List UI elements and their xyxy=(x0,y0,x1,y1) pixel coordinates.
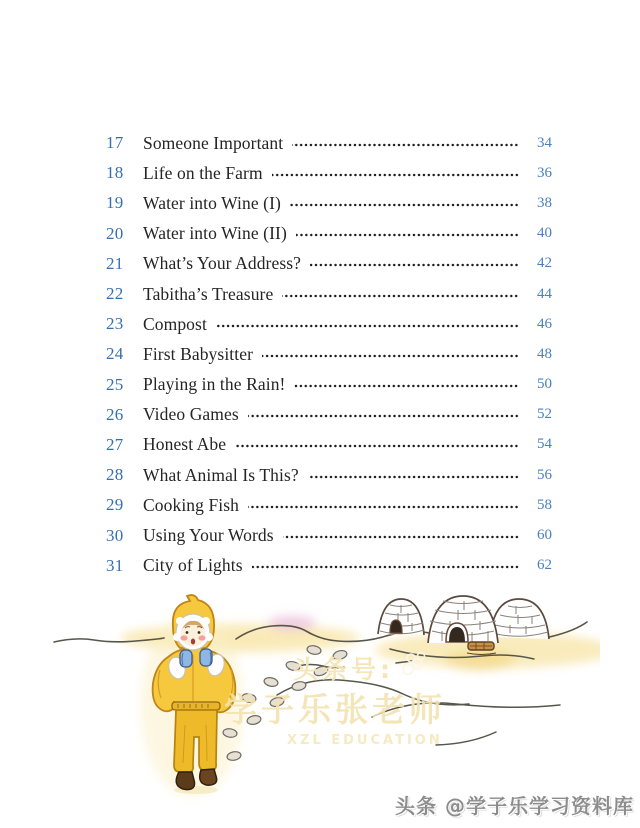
dot-leader-icon xyxy=(292,139,519,151)
toc-entry-title: Video Games xyxy=(143,404,239,425)
toc-entry-number: 25 xyxy=(106,374,124,394)
dot-leader-icon xyxy=(282,290,519,302)
toc-entry-page: 58 xyxy=(537,496,552,513)
dot-leader-icon xyxy=(248,501,519,513)
toc-entry-number: 17 xyxy=(106,133,124,153)
toc-row xyxy=(106,460,552,490)
toc-entry-page: 36 xyxy=(537,164,552,181)
toc-entry-number: 24 xyxy=(106,344,124,364)
toc-row xyxy=(106,339,552,369)
toc-entry-number: 28 xyxy=(106,465,124,485)
toc-entry-page: 42 xyxy=(537,255,552,272)
toc-entry-page: 46 xyxy=(537,315,552,332)
toc-entry-number: 23 xyxy=(106,314,124,334)
dot-leader-icon xyxy=(294,380,519,392)
toc-row xyxy=(106,370,552,400)
toc-entry-title: First Babysitter xyxy=(143,343,254,364)
dot-leader-icon xyxy=(262,350,519,362)
dot-leader-icon xyxy=(310,259,519,271)
toc-entry-number: 22 xyxy=(106,284,124,304)
toc-row xyxy=(106,279,552,309)
toc-entry-number: 31 xyxy=(106,555,124,575)
dot-leader-icon xyxy=(272,169,519,181)
toc-row xyxy=(106,219,552,249)
toc-entry-number: 26 xyxy=(106,404,124,424)
toc-entry-title: Life on the Farm xyxy=(143,162,263,183)
toc-entry-page: 48 xyxy=(537,345,552,362)
igloo-middle xyxy=(428,596,498,643)
toc-row xyxy=(106,249,552,279)
toc-entry-page: 50 xyxy=(537,376,552,393)
dot-leader-icon xyxy=(290,199,519,211)
dot-leader-icon xyxy=(235,440,519,452)
dot-leader-icon xyxy=(216,320,519,332)
toc-list xyxy=(106,128,552,581)
toc-entry-number: 27 xyxy=(106,434,124,454)
toc-entry-title: Using Your Words xyxy=(143,525,274,546)
toc-entry-number: 30 xyxy=(106,525,124,545)
toc-row xyxy=(106,158,552,188)
toc-entry-title: What’s Your Address? xyxy=(143,253,302,274)
toc-entry-page: 62 xyxy=(537,557,552,574)
dot-leader-icon xyxy=(252,561,519,573)
toc-row xyxy=(106,490,552,520)
dot-leader-icon xyxy=(308,471,519,483)
toc-entry-page: 34 xyxy=(537,134,552,151)
igloo-left xyxy=(378,599,424,635)
toc-entry-title: Compost xyxy=(143,313,207,334)
dot-leader-icon xyxy=(248,410,519,422)
toc-row xyxy=(106,309,552,339)
toc-row xyxy=(106,128,552,158)
watermark-line2: 学子乐张老师 xyxy=(224,690,446,729)
toc-entry-title: Playing in the Rain! xyxy=(143,374,286,395)
footer-credit: 头条 @学子乐学习资料库 xyxy=(395,794,634,818)
toc-entry-number: 21 xyxy=(106,253,124,273)
toc-entry-page: 52 xyxy=(537,406,552,423)
toc-entry-number: 18 xyxy=(106,163,124,183)
dot-leader-icon xyxy=(296,229,519,241)
toc-entry-number: 19 xyxy=(106,193,124,213)
toc-entry-title: What Animal Is This? xyxy=(143,464,299,485)
toc-row xyxy=(106,520,552,550)
toc-entry-title: City of Lights xyxy=(143,555,243,576)
toc-entry-page: 54 xyxy=(537,436,552,453)
toc-entry-page: 38 xyxy=(537,194,552,211)
toc-entry-title: Cooking Fish xyxy=(143,494,240,515)
watermark-line1: 头条号: xyxy=(293,655,394,684)
watermark-line3: XZL EDUCATION xyxy=(287,733,443,748)
toc-entry-number: 29 xyxy=(106,495,124,515)
toc-row xyxy=(106,430,552,460)
toc-entry-page: 44 xyxy=(537,285,552,302)
winter-illustration xyxy=(40,575,600,815)
toc-row xyxy=(106,400,552,430)
toc-entry-title: Tabitha’s Treasure xyxy=(143,283,274,304)
toc-row xyxy=(106,188,552,218)
toc-entry-title: Honest Abe xyxy=(143,434,227,455)
toc-entry-page: 60 xyxy=(537,527,552,544)
toc-entry-title: Water into Wine (I) xyxy=(143,192,281,213)
toc-entry-title: Water into Wine (II) xyxy=(143,223,287,244)
toc-entry-number: 20 xyxy=(106,223,124,243)
toc-entry-page: 40 xyxy=(537,225,552,242)
toc-entry-title: Someone Important xyxy=(143,132,284,153)
toc-entry-page: 56 xyxy=(537,466,552,483)
dot-leader-icon xyxy=(283,531,519,543)
igloo-right xyxy=(490,599,549,639)
